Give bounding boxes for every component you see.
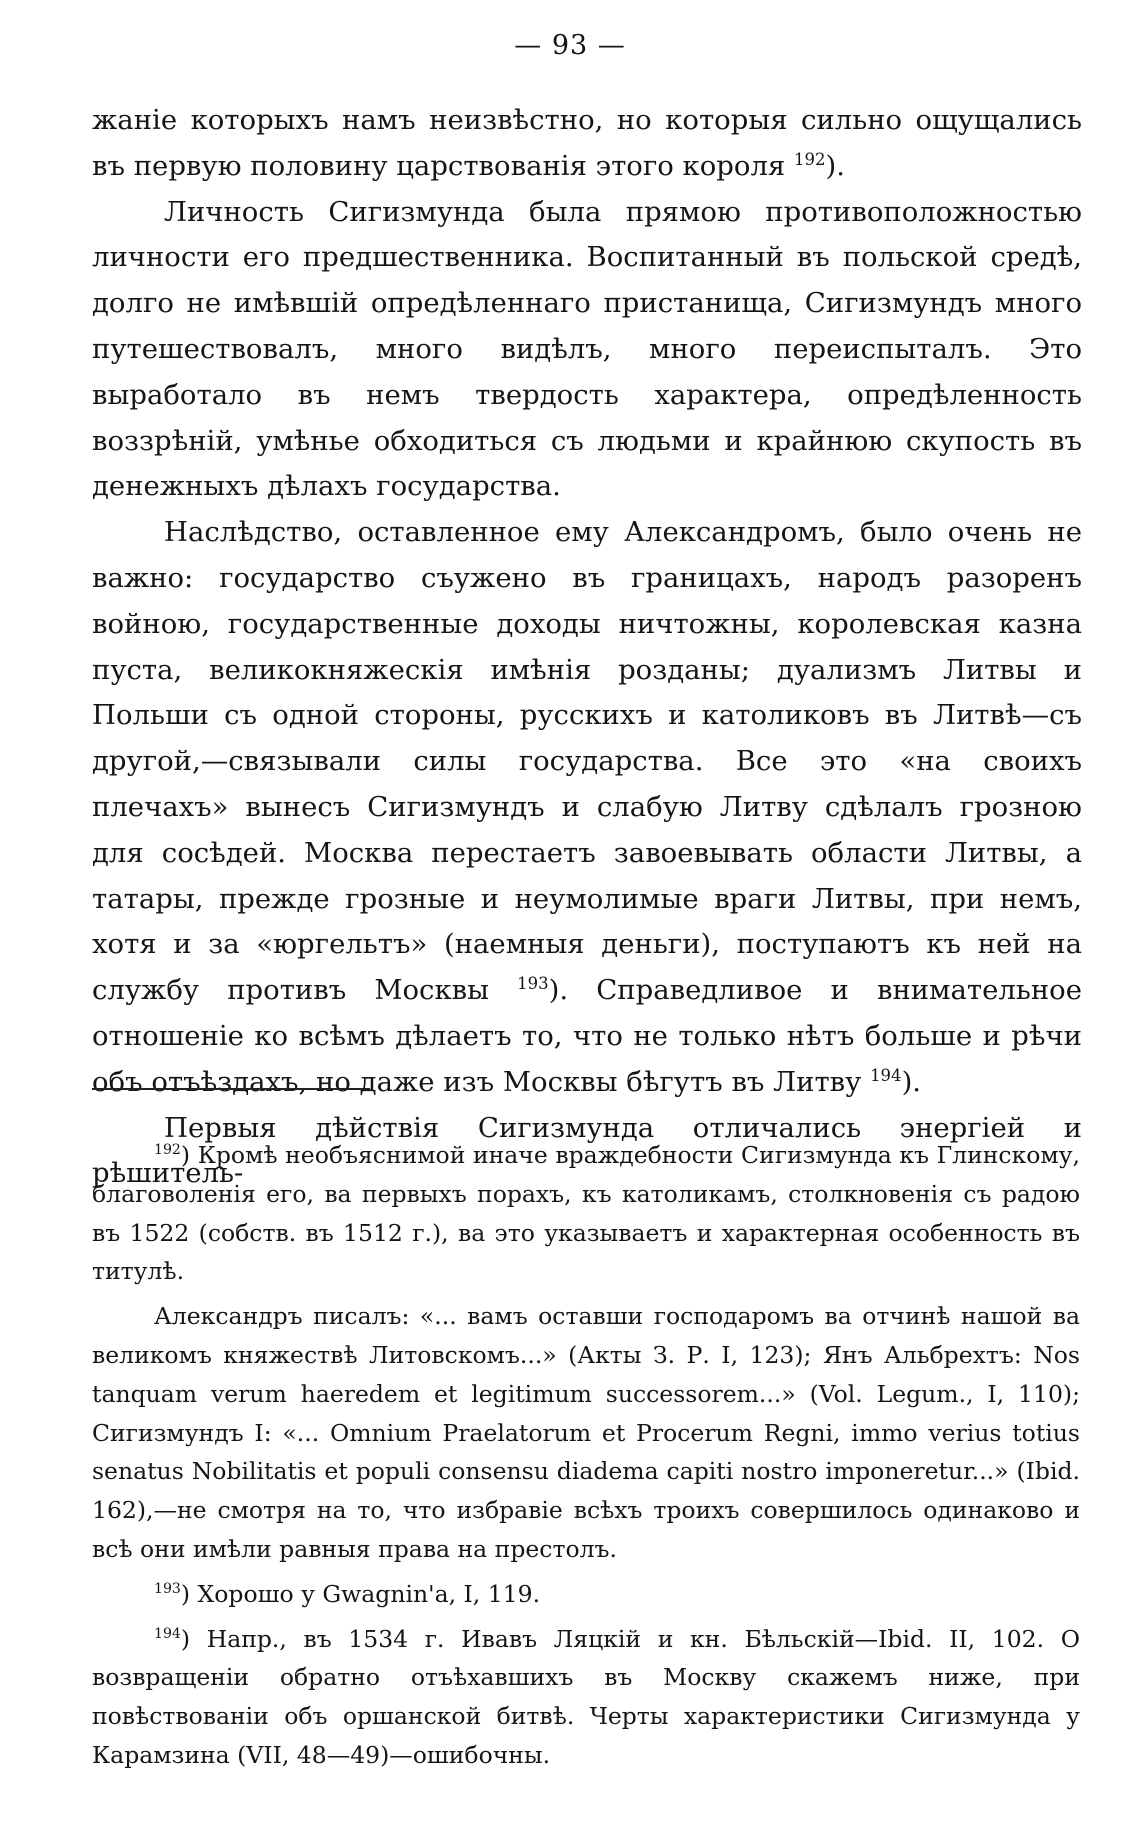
main-text: [92, 98, 1082, 1197]
footnote-192-continued: Александръ писалъ: «... вамъ оставши господаромъ ва отчинѣ нашой ва великомъ княжествѣ Литовскомъ...» (Акты З. Р. І, 123); Янъ Альбрехтъ: Nos tanquam verum haeredem et legitimum successorem...» (Vol. Legum., I, 110); Сигизмундъ I: «... Omnium Praelatorum et Procerum Regni, immo verius totius senatus Nobilitatis et populi consensu diadema capiti nostro imponeretur...» (Ibid. 162),—не смотря на то, что избравіе всѣхъ троихъ совершилось одинаково и всѣ они имѣли равныя права на престолъ.: [92, 1302, 1080, 1563]
footnote-194: $^{194}$) Напр., въ 1534 г. Ивавъ Ляцкій и кн. Бѣльскій—Ibid. II, 102. О возвращеніи обратно отъѣхавшихъ въ Москву скажемъ ниже, при повѣствованіи объ оршанской битвѣ. Черты характеристики Сигизмунда у Карамзина (VII, 48—49)—ошибочны.: [92, 1624, 1080, 1769]
footnote-192: $^{192}$) Кромѣ необъяснимой иначе враждебности Сигизмунда къ Глинскому, благоволенія его, ва первыхъ порахъ, къ католикамъ, столкновенія съ радою въ 1522 (собств. въ 1512 г.), ва это указываетъ и характерная особенность въ титулѣ.: [92, 1141, 1080, 1286]
footnote-193: $^{193}$) Хорошо у Gwagnin'a, I, 119.: [154, 1579, 541, 1608]
paragraph-1: жаніе которыхъ намъ неизвѣстно, но которыя сильно ощущались въ первую половину царствованія этого короля $^{192}$).: [92, 104, 1082, 182]
footnote-separator: [92, 1088, 370, 1090]
footnote-number: 192: [154, 1142, 181, 1159]
page-number: — 93 —: [514, 30, 626, 61]
paragraph-2: Личность Сигизмунда была прямою противоположностью личности его предшественника. Воспитанный въ польской средѣ, долго не имѣвшій опредѣленнаго пристанища, Сигизмундъ много путешествовалъ, много видѣлъ, много переиспыталъ. Это выработало въ немъ твердость характера, опредѣленность воззрѣній, умѣнье обходиться съ людьми и крайнюю скупость въ денежныхъ дѣлахъ государства.: [92, 195, 1082, 503]
footnote-ref-192: 192: [794, 149, 826, 169]
paragraph-4: Первыя дѣйствія Сигизмунда отличались энергіей и рѣшитель-: [92, 1111, 1082, 1190]
footnote-ref-193: 193: [517, 973, 549, 993]
footnote-ref-194: 194: [870, 1065, 902, 1085]
paragraph-3: Наслѣдство, оставленное ему Александромъ, было очень не важно: государство съужено въ границахъ, народъ разоренъ войною, государственные доходы ничтожны, королевская казна пуста, великокняжескія имѣнія розданы; дуализмъ Литвы и Польши съ одной стороны, русскихъ и католиковъ въ Литвѣ—съ другой,—связывали силы государства. Все это «на своихъ плечахъ» вынесъ Сигизмундъ и слабую Литву сдѣлалъ грозною для сосѣдей. Москва перестаетъ завоевывать области Литвы, а татары, прежде грозные и неумолимые враги Литвы, при немъ, хотя и за «юргельтъ» (наемныя деньги), поступаютъ къ ней на службу противъ Москвы $^{193}$). Справедливое и внимательное отношеніе ко всѣмъ дѣлаетъ то, что не только нѣтъ больше и рѣчи объ отъѣздахъ, но даже изъ Москвы бѣгутъ въ Литву $^{194}$).: [92, 516, 1082, 1098]
footnote-number: 194: [154, 1625, 181, 1642]
footnotes: [92, 1136, 1080, 1781]
footnote-number: 193: [154, 1580, 181, 1597]
